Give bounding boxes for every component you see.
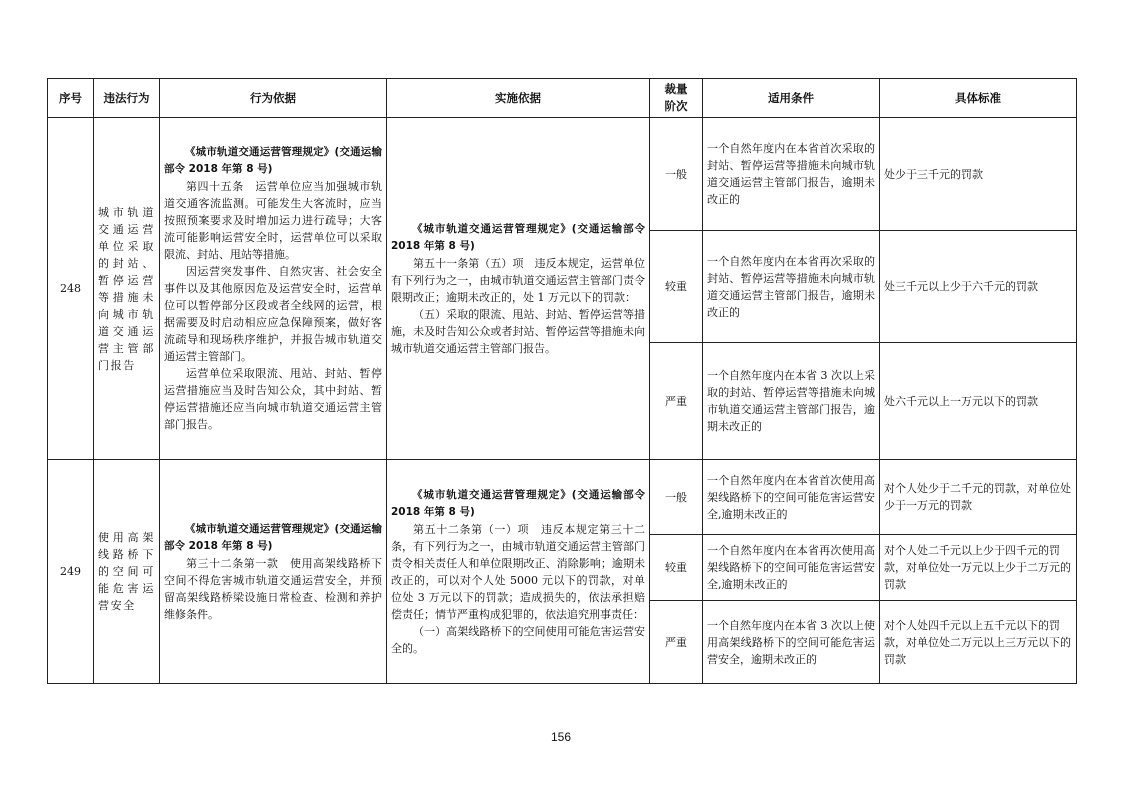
condition-cell: 一个自然年度内在本省 3 次以上使用高架线路桥下的空间可能危害运营安全，逾期未改正的 [703, 601, 880, 684]
behavior-basis [160, 460, 387, 684]
implementation-basis [387, 118, 650, 460]
table-row [48, 460, 1077, 535]
impl-paragraph: （五）采取的限流、甩站、封站、暂停运营等措施，未及时告知公众或者封站、暂停运营等措施未向城市轨道交通运营主管部门报告。 [391, 307, 645, 355]
header-basis: 行为依据 [160, 79, 387, 118]
page-number: 156 [550, 730, 572, 744]
impl-paragraph: （一）高架线路桥下的空间使用可能危害运营安全的。 [391, 624, 645, 655]
penalty-table [47, 78, 1077, 684]
basis-paragraph: 因运营突发事件、自然灾害、社会安全事件以及其他原因危及运营安全时，运营单位可以暂停部分区段或者全线网的运营，根据需要及时启动相应应急保障预案，做好客流疏导和现场秩序维护，并报告城市轨道交通运营主管部门。 [164, 265, 382, 363]
row-number: 249 [48, 460, 94, 684]
header-level-line2: 阶次 [664, 99, 688, 113]
standard-cell: 处六千元以上一万元以下的罚款 [880, 343, 1077, 460]
level-cell: 一般 [650, 118, 703, 231]
standard-cell: 对个人处二千元以上少于四千元的罚款，对单位处一万元以上少于二万元的罚款 [880, 535, 1077, 601]
condition-cell: 一个自然年度内在本省首次使用高架线路桥下的空间可能危害运营安全,逾期未改正的 [703, 460, 880, 535]
implementation-basis [387, 460, 650, 684]
basis-paragraph: 第三十二条第一款 使用高架线路桥下空间不得危害城市轨道交通运营安全，并预留高架线路桥梁设施日常检查、检测和养护维修条件。 [164, 556, 382, 621]
basis-paragraph: 运营单位采取限流、甩站、封站、暂停运营措施应当及时告知公众，其中封站、暂停运营措施还应当向城市轨道交通运营主管部门报告。 [164, 367, 382, 431]
violation-act: 使用高架线路桥下的空间可能危害运营安全 [94, 460, 160, 684]
condition-cell: 一个自然年度内在本省再次采取的封站、暂停运营等措施未向城市轨道交通运营主管部门报告，逾期未改正的 [703, 231, 880, 343]
impl-title: 《城市轨道交通运营管理规定》(交通运输部令 2018 年第 8 号) [391, 488, 645, 518]
behavior-basis [160, 118, 387, 460]
header-level-line1: 裁量 [664, 82, 688, 96]
condition-cell: 一个自然年度内在本省首次采取的封站、暂停运营等措施未向城市轨道交通运营主管部门报告，逾期未改正的 [703, 118, 880, 231]
basis-title: 《城市轨道交通运营管理规定》(交通运输部令 2018 年第 8 号) [164, 522, 382, 552]
level-cell: 严重 [650, 343, 703, 460]
header-level [650, 79, 703, 118]
condition-cell: 一个自然年度内在本省再次使用高架线路桥下的空间可能危害运营安全,逾期未改正的 [703, 535, 880, 601]
level-cell: 一般 [650, 460, 703, 535]
impl-paragraph: 第五十一条第（五）项 违反本规定，运营单位有下列行为之一，由城市轨道交通运营主管部门责令限期改正；逾期未改正的，处 1 万元以下的罚款： [391, 256, 645, 304]
table-row [48, 118, 1077, 231]
impl-title: 《城市轨道交通运营管理规定》(交通运输部令 2018 年第 8 号) [391, 222, 645, 252]
standard-cell: 处少于三千元的罚款 [880, 118, 1077, 231]
header-condition: 适用条件 [703, 79, 880, 118]
standard-cell: 对个人处四千元以上五千元以下的罚款，对单位处二万元以上三万元以下的罚款 [880, 601, 1077, 684]
header-impl: 实施依据 [387, 79, 650, 118]
standard-cell: 对个人处少于二千元的罚款，对单位处少于一万元的罚款 [880, 460, 1077, 535]
header-act: 违法行为 [94, 79, 160, 118]
impl-paragraph: 第五十二条第（一）项 违反本规定第三十二条，有下列行为之一，由城市轨道交通运营主管部门责令相关责任人和单位限期改正、消除影响；逾期未改正的，可以对个人处 5000 元以下的罚款，对单位处 3 万元以下的罚款；造成损失的，依法承担赔偿责任；情节严重构成犯罪的，依法追究刑事责任： [391, 522, 645, 621]
basis-paragraph: 第四十五条 运营单位应当加强城市轨道交通客流监测。可能发生大客流时，应当按照预案要求及时增加运力进行疏导；大客流可能影响运营安全时，运营单位可以采取限流、封站、甩站等措施。 [164, 180, 382, 261]
level-cell: 较重 [650, 231, 703, 343]
level-cell: 较重 [650, 535, 703, 601]
header-no: 序号 [48, 79, 94, 118]
header-row [48, 79, 1077, 118]
row-number: 248 [48, 118, 94, 460]
condition-cell: 一个自然年度内在本省 3 次以上采取的封站、暂停运营等措施未向城市轨道交通运营主管部门报告，逾期未改正的 [703, 343, 880, 460]
level-cell: 严重 [650, 601, 703, 684]
basis-title: 《城市轨道交通运营管理规定》(交通运输部令 2018 年第 8 号) [164, 146, 382, 175]
standard-cell: 处三千元以上少于六千元的罚款 [880, 231, 1077, 343]
header-standard: 具体标准 [880, 79, 1077, 118]
violation-act: 城市轨道交通运营单位采取的封站、暂停运营等措施未向城市轨道交通运营主管部门报告 [94, 118, 160, 460]
